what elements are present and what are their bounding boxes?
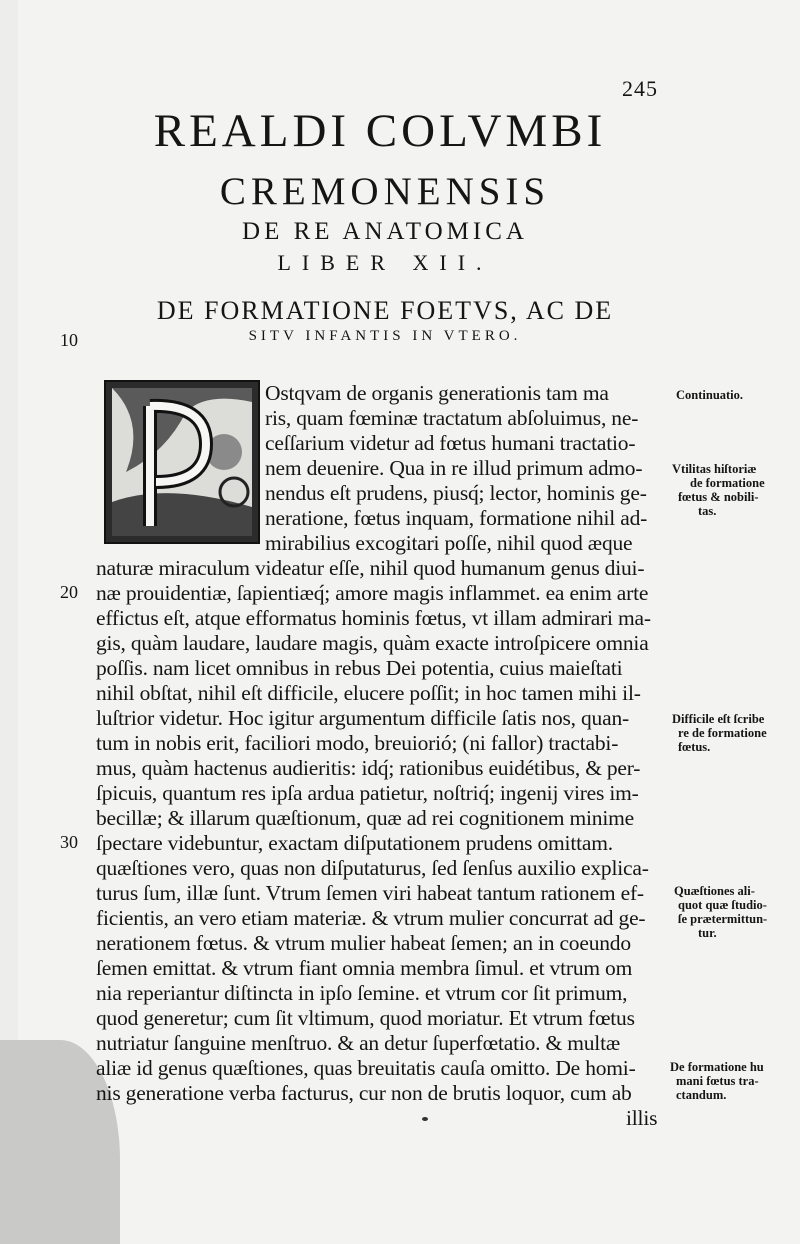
margin-note-difficile: Difficile eſt ſcribe re de formatione fœtus. [672, 712, 767, 754]
body-line: næ prouidentiæ, ſapientiæq́; amore magis inflammet. ea enim arte [96, 581, 649, 605]
page-number: 245 [622, 76, 658, 101]
body-line: quæſtiones vero, quas non diſputaturus, ſed ſenſus auxilio explica- [96, 856, 649, 880]
body-line: ceſſarium videtur ad fœtus humani tractatio- [265, 431, 636, 455]
body-line: nihil obſtat, nihil eſt difficile, elucere poſſit; in hoc tamen mihi il- [96, 681, 641, 705]
line-number-20: 20 [60, 582, 78, 602]
margin-note-quaestiones: Quæſtiones ali- quot quæ ſtudio- ſe prætermittun- tur. [674, 884, 768, 940]
catchword: illis [626, 1106, 658, 1130]
body-line: ſemen emittat. & vtrum fiant omnia membra ſimul. et vtrum om [96, 956, 633, 980]
body-line: poſſis. nam licet omnibus in rebus Dei potentia, cuius maieſtati [96, 656, 623, 680]
body-line: nis generatione verba facturus, cur non de brutis loquor, cum ab [96, 1081, 632, 1105]
body-line: mirabilius excogitari poſſe, nihil quod æque [265, 531, 633, 555]
body-line: becillæ; & illarum quæſtionum, quæ ad rei cognitionem minime [96, 806, 634, 830]
body-line: gis, quàm laudare, laudare magis, quàm exacte introſpicere omnia [96, 631, 649, 655]
title-line-3: DE RE ANATOMICA [242, 218, 528, 245]
body-line: ficientis, an vero etiam materiæ. & vtrum mulier concurrat ad ge- [96, 906, 646, 930]
margin-note-continuatio: Continuatio. [676, 388, 744, 402]
margin-note-de-formatione: De formatione hu mani fœtus tra- ctandum. [670, 1060, 764, 1102]
body-line: Ostqvam de organis generationis tam ma [265, 381, 609, 405]
title-line-1: REALDI COLVMBI [153, 105, 607, 157]
body-line: neratione, fœtus inquam, formatione nihil ad- [265, 506, 648, 530]
line-number-30: 30 [60, 832, 78, 852]
chapter-heading-line-1: DE FORMATIONE FOETVS, AC DE [156, 296, 614, 325]
body-line: nutriatur ſanguine menſtruo. & an detur ſuperfœtatio. & multæ [96, 1031, 620, 1055]
body-line: ſpectare videbuntur, exactam diſputationem prudens omittam. [96, 831, 613, 855]
title-line-2: CREMONENSIS [219, 170, 551, 213]
line-number-10: 10 [60, 330, 78, 350]
body-line: aliæ id genus quæſtiones, quas breuitatis cauſa omitto. De homi- [96, 1056, 636, 1080]
body-line: effictus eſt, atque efformatus hominis fœtus, vt illam admirari ma- [96, 606, 651, 630]
body-line: nem deuenire. Qua in re illud primum admo- [265, 456, 643, 480]
body-line: nerationem fœtus. & vtrum mulier habeat ſemen; an in coeundo [96, 931, 631, 955]
chapter-heading-line-2: SITV INFANTIS IN VTERO. [248, 328, 522, 344]
body-line: ſpicuis, quantum res ipſa ardua patietur, noſtriq́; ingenij vires im- [96, 781, 639, 805]
body-line: mus, quàm hactenus audieritis: idq́; rationibus euidétibus, & per- [96, 756, 641, 780]
body-line: nendus eſt prudens, piusq́; lector, hominis ge- [265, 481, 647, 505]
body-line: naturæ miraculum videatur eſſe, nihil quod humanum genus diui- [96, 556, 645, 580]
body-line: nia reperiantur diſtincta in ipſo ſemine. et vtrum cor ſit primum, [96, 981, 628, 1005]
woodcut-initial-illustration [106, 382, 258, 542]
body-line: quod generetur; cum ſit vltimum, quod moriatur. Et vtrum fœtus [96, 1006, 635, 1030]
margin-note-vtilitas: Vtilitas hiſtoriæ de formatione fœtus & nobili- tas. [672, 462, 765, 518]
ink-speck [422, 1117, 428, 1121]
decorated-initial-p [104, 380, 260, 544]
body-line: ris, quam fœminæ tractatum abſoluimus, ne- [265, 406, 639, 430]
body-line: luſtrior videtur. Hoc igitur argumentum difficile ſatis nos, quan- [96, 706, 629, 730]
title-line-4: LIBER XII. [277, 250, 493, 275]
body-line: turus ſum, illæ ſunt. Vtrum ſemen viri habeat tantum rationem ef- [96, 881, 644, 905]
body-line: tum in nobis erit, faciliori modo, breuiorió; (ni fallor) tractabi- [96, 731, 619, 755]
